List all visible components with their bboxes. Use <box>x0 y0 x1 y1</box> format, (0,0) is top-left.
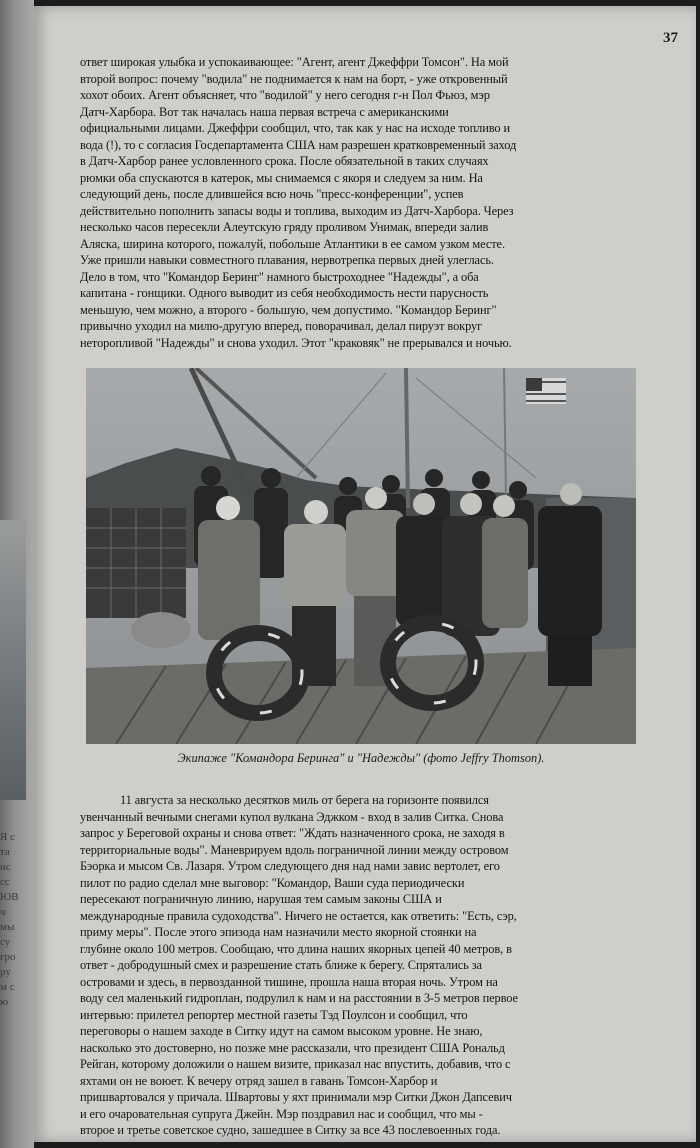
adjacent-page-fragment: ю <box>0 996 9 1008</box>
paragraph-1 <box>80 54 664 351</box>
text-line: воду сел маленький гидроплан, подрулил к нам и на расстоянии в 3-5 метров первое <box>80 991 518 1005</box>
text-line: приму меры". После этого эпизода нам назначили место якорной стоянки на <box>80 925 477 939</box>
text-line: пересекают пограничную линию, нарушая тем самым законы США и <box>80 892 442 906</box>
text-line: яхтами он не воюет. К вечеру отряд зашел в гавань Томсон-Харбор и <box>80 1073 438 1088</box>
text-line: островами и здесь, в первозданной тишине, прошла наша вторая ночь. Утром на <box>80 974 498 989</box>
text-line: 11 августа за несколько десятков миль от берега на горизонте появился <box>120 793 489 807</box>
text-line: несколько часов пересекли Алеутскую гряду проливом Унимак, впереди залив <box>80 220 489 234</box>
text-line: международные правила судоходства". Ничего не остается, как ответить: "Есть, сэр, <box>80 908 517 923</box>
adjacent-page-fragment: ис <box>0 861 11 873</box>
text-line: Бэорка и мысом Св. Лазаря. Утром следующего дня над нами завис вертолет, его <box>80 859 500 873</box>
adjacent-page-fragment: мы <box>0 921 15 933</box>
text-line: действительно пополнить запасы воды и топлива, выходим из Датч-Харбора. Через <box>80 203 514 218</box>
text-line: второй вопрос: почему "водила" не поднимается к нам на борт, - уже откровенный <box>80 71 508 86</box>
text-line: меньшую, чем можно, а второго - большую, чем допустимо. "Командор Беринг" <box>80 302 497 317</box>
text-line: запрос у Береговой охраны и снова ответ: "Ждать назначенного срока, не заходя в <box>80 826 505 840</box>
text-line: пилот по радио сделал мне выговор: "Командор, Ваши суда периодически <box>80 875 465 890</box>
text-line: Уже пришли навыки совместного плавания, нервотрепка первых дней улеглась. <box>80 253 494 267</box>
paragraph-2 <box>80 792 664 1139</box>
text-line: официальными лицами. Джеффри сообщил, что, так как у нас на исходе топливо и <box>80 121 511 135</box>
text-line: ответ широкая улыбка и успокаивающее: "Агент, агент Джеффри Томсон". На мой <box>80 55 509 69</box>
adjacent-page-fragment: Я с <box>0 831 15 843</box>
text-line: рюмки оба спускаются в катерок, мы снимаемся с якоря и следуем за ним. На <box>80 170 483 185</box>
book-page <box>34 6 696 1142</box>
adjacent-page-fragment: ру <box>0 966 11 978</box>
photo-caption: Экипаже "Командора Беринга" и "Надежды" (фото Jeffry Thomson). <box>177 751 545 765</box>
adjacent-page-fragment: су <box>0 936 11 948</box>
adjacent-page-text <box>0 830 32 1130</box>
crew-photo <box>86 368 636 744</box>
text-line: Дело в том, что "Командор Беринг" намного быстроходнее "Надежды", а оба <box>80 269 479 284</box>
text-line: переговоры о нашем заходе в Ситку идут на самом высоком уровне. Не знаю, <box>80 1024 483 1038</box>
adjacent-page-fragment: м с <box>0 981 15 993</box>
adjacent-page-fragment: ЮВ <box>0 891 19 903</box>
text-line: увенчанный вечными снегами купол вулкана Эджком - вход в залив Ситка. Снова <box>80 809 504 824</box>
text-line: в Датч-Харбор ранее условленного срока. После обязательной в таких случаях <box>80 154 489 168</box>
text-line: территориальные воды". Маневрируем вдоль пограничной линии между островом <box>80 842 509 857</box>
text-line: капитана - гонщики. Одного выводит из себя необходимость нести парусность <box>80 286 489 300</box>
text-line: ответ - добродушный смех и разрешение стать ближе к берегу. Спрятались за <box>80 958 482 972</box>
text-line: глубине около 100 метров. Сообщаю, что длина наших якорных цепей 40 метров, в <box>80 941 512 956</box>
page-number: 37 <box>663 30 678 46</box>
text-line: пришвартовался у причала. Швартовы у яхт принимали мэр Ситки Джон Дапсевич <box>80 1090 512 1104</box>
text-line: привычно уходил на милю-другую вперед, поворачивал, делал пируэт вокруг <box>80 319 483 333</box>
adjacent-page-photo <box>0 520 26 800</box>
text-line: вода (!), то с согласия Госдепартамента США нам разрешен кратковременный заход <box>80 137 517 152</box>
adjacent-page-fragment: та <box>0 846 10 858</box>
text-line: хохот обоих. Агент объясняет, что "водилой" у него сегодня г-н Пол Фьюз, мэр <box>80 88 490 102</box>
adjacent-page-fragment: ч <box>0 906 6 918</box>
text-line: Датч-Харбора. Вот так началась наша первая встреча с американскими <box>80 104 449 119</box>
text-line: неторопливой "Надежды" и снова уходил. Этот "краковяк" не прерывался и ночью. <box>80 335 512 350</box>
adjacent-page-fragment: гро <box>0 951 16 963</box>
adjacent-page-fragment: сс <box>0 876 10 888</box>
text-line: Аляска, ширина которого, пожалуй, побольше Атлантики в ее самом узком месте. <box>80 236 505 251</box>
text-line: интервью: прилетел репортер местной газеты Тэд Поулсон и сообщил, что <box>80 1007 468 1022</box>
text-line: насколько это достоверно, но позже мне рассказали, что президент США Рональд <box>80 1040 505 1055</box>
adjacent-page <box>0 0 34 1148</box>
text-line: Рейган, которому доложили о нашем визите, приказал нас впустить, добавив, что с <box>80 1057 511 1071</box>
text-line: следующий день, после длившейся всю ночь "пресс-конференции", успев <box>80 187 464 201</box>
text-line: второе и третье советское судно, зашедшее в Ситку за все 43 послевоенных года. <box>80 1123 501 1137</box>
text-line: и его очаровательная супруга Джейн. Мэр поздравил нас и сообщил, что мы - <box>80 1106 483 1121</box>
